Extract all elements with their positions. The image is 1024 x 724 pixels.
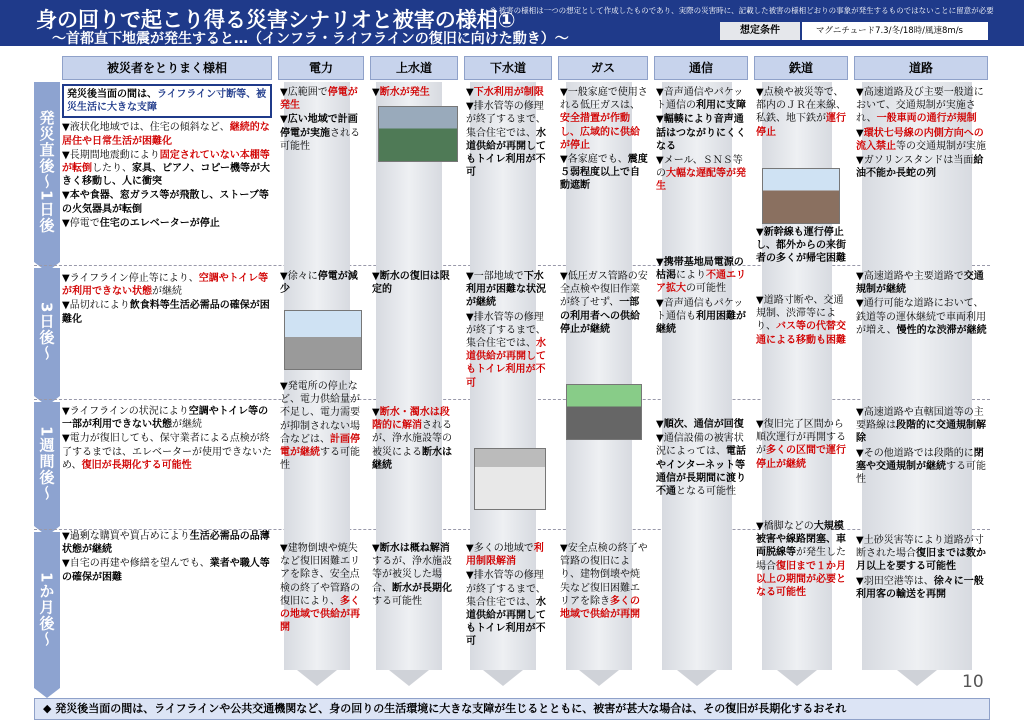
rail-damage-photo bbox=[762, 168, 840, 224]
sewer-phase2: ▼一部地域で下水利用が困難な状況が継続 ▼排水管等の修理が終了するまで、集合住宅では、水道供給が再開してもトイレ利用が不可 bbox=[466, 271, 546, 389]
condition-label: 想定条件 bbox=[720, 22, 800, 40]
page-subtitle: ～首都直下地震が発生すると…（インフラ・ライフラインの復旧に向けた動き）～ bbox=[52, 31, 569, 47]
rail-phase1b: ▼新幹線も運行停止し、都外からの来街者の多くが帰宅困難 bbox=[756, 227, 846, 265]
summary-footer: ◆ 発災後当面の間は、ライフラインや公共交通機関など、身の回りの生活環境に大きな支障が生じるとともに、被害が甚大な場合は、その復旧が長期化するおそれ bbox=[34, 698, 990, 720]
col-header-power: 電力 bbox=[278, 56, 364, 80]
gas-work-photo bbox=[566, 384, 642, 440]
col-header-gas: ガス bbox=[558, 56, 648, 80]
phase-1month: 1か月後～ bbox=[34, 532, 60, 688]
arrowhead-telecom bbox=[677, 670, 717, 686]
water-phase3: ▼断水・濁水は段階的に解消されるが、浄水施設等の被災による断水は継続 bbox=[372, 407, 452, 471]
condition-value: マグニチュード7.3/冬/18時/風速8m/s bbox=[802, 22, 988, 40]
sewer-phase4: ▼多くの地域で利用制限解消 ▼排水管等の修理が終了するまで、集合住宅では、水道供給が再開してもトイレ利用が不可 bbox=[466, 543, 546, 648]
col-header-road: 道路 bbox=[854, 56, 988, 80]
page-title: 身の回りで起こり得る災害シナリオと被害の様相① bbox=[36, 8, 516, 32]
power-phase3: ▼発電所の停止など、電力供給量が不足し、電力需要が抑制されない場合などは、計画停電が継続する可能性 bbox=[280, 381, 360, 472]
telecom-phase2: ▼携帯基地局電源の枯渇により不通エリア拡大の可能性 ▼音声通信もパケット通信も利用困難が継続 bbox=[656, 257, 746, 335]
col-header-rail: 鉄道 bbox=[754, 56, 848, 80]
col-header-water: 上水道 bbox=[370, 56, 458, 80]
col-header-victims: 被災者をとりまく様相 bbox=[62, 56, 272, 80]
rail-phase2: ▼道路寸断や、交通規制、渋滞等により、バス等の代替交通による移動も困難 bbox=[756, 295, 846, 346]
arrowhead-sewer bbox=[483, 670, 523, 686]
disclaimer-note: ※ 被害の様相は一つの想定として作成したものであり、実際の災害時に、記載した被害の様相どおりの事象が発生するものではないことに留意が必要 bbox=[490, 6, 994, 15]
gas-phase1: ▼一般家庭で使用される低圧ガスは、安全措置が作動し、広域的に供給が停止 ▼各家庭でも、震度５弱程度以上で自動遮断 bbox=[560, 87, 648, 192]
arrowhead-power bbox=[297, 670, 337, 686]
page-number: 10 bbox=[962, 672, 984, 692]
victims-phase4: ▼過剰な購買や買占めにより生活必需品の品薄状態が継続 ▼自宅の再建や修繕を望んでも、業者や職人等の確保が困難 bbox=[62, 531, 270, 583]
water-phase4: ▼断水は概ね解消するが、浄水施設等が被災した場合、断水が長期化する可能性 bbox=[372, 543, 452, 607]
road-phase4: ▼土砂災害等により道路が寸断された場合復旧までは数か月以上を要する可能性 ▼羽田空港等は、徐々に一般利用客の輸送を再開 bbox=[856, 535, 986, 600]
arrowhead-water bbox=[389, 670, 429, 686]
arrowhead-gas bbox=[579, 670, 619, 686]
portable-toilet-photo bbox=[474, 448, 546, 510]
water-phase1: ▼断水が発生 bbox=[372, 87, 430, 98]
phase-immediate: 発災直後～1日後 bbox=[34, 82, 60, 262]
water-phase2: ▼断水の復旧は限定的 bbox=[372, 271, 450, 296]
arrowhead-rail bbox=[777, 670, 817, 686]
col-header-telecom: 通信 bbox=[654, 56, 748, 80]
phase-3days: 3日後～ bbox=[34, 268, 60, 396]
rail-phase4: ▼橋脚などの大規模被害や線路閉塞、車両脱線等が発生した場合復旧まで１か月以上の期間が必要となる可能性 bbox=[756, 521, 846, 598]
power-phase4: ▼建物倒壊や焼失など復旧困難エリアを除き、安全点検の終了や管路の復旧により、多くの地域で供給が再開 bbox=[280, 543, 360, 634]
telecom-phase3: ▼順次、通信が回復 ▼通信設備の被害状況によっては、電話やインターネット等通信が長期間に渡り不通となる可能性 bbox=[656, 419, 746, 497]
telecom-phase1: ▼音声通信やパケット通信の利用に支障 ▼輻輳により音声通話はつながりにくくなる ▼メール、ＳＮＳ等の大幅な遅配等が発生 bbox=[656, 87, 746, 193]
power-phase1: ▼広範囲で停電が発生 ▼広い地域で計画停電が実施される可能性 bbox=[280, 87, 360, 152]
rail-phase3: ▼復旧完了区間から順次運行が再開するが多くの区間で運行停止が継続 bbox=[756, 419, 846, 470]
power-phase2: ▼徐々に停電が減少 bbox=[280, 271, 358, 296]
road-phase1: ▼高速道路及び主要一般道において、交通規制が実施され、一般車両の通行が規制 ▼環状七号線の内側方向への流入禁止等の交通規制が実施 ▼ガソリンスタンドは当面給油不能か長蛇の列 bbox=[856, 87, 986, 180]
water-truck-photo bbox=[378, 106, 458, 162]
victims-phase2: ▼ライフライン停止等により、空調やトイレ等が利用できない状態が継続 ▼品切れにより飲食料等生活必需品の確保が困難化 bbox=[62, 273, 270, 325]
arrowhead-road bbox=[897, 670, 937, 686]
victims-phase3: ▼ライフラインの状況により空調やトイレ等の一部が利用できない状態が継続 ▼電力が復旧しても、保守業者による点検が終了するまでは、エレベーターが使用できないため、復旧が長期化する可能性 bbox=[62, 406, 272, 471]
phase-1week: 1週間後～ bbox=[34, 402, 60, 526]
sewer-phase1: ▼下水利用が制限 ▼排水管等の修理が終了するまで、集合住宅では、水道供給が再開してもトイレ利用が不可 bbox=[466, 87, 546, 179]
gas-phase4: ▼安全点検の終了や管路の復旧により、建物倒壊や焼失など復旧困難エリアを除き多くの地域で供給が再開 bbox=[560, 543, 648, 620]
road-phase2: ▼高速道路や主要道路で交通規制が継続 ▼通行可能な道路において、鉄道等の運休継続で車両利用が増え、慢性的な渋滞が継続 bbox=[856, 271, 987, 336]
utility-truck-photo bbox=[284, 310, 362, 370]
road-phase3: ▼高速道路や直轄国道等の主要路線は段階的に交通規制解除 ▼その他道路では段階的に閉塞や交通規制が継続する可能性 bbox=[856, 407, 986, 485]
gas-phase2: ▼低圧ガス管路の安全点検や復旧作業が終了せず、一部の利用者への供給停止が継続 bbox=[560, 271, 648, 335]
col-header-sewer: 下水道 bbox=[464, 56, 552, 80]
rail-phase1: ▼点検や被災等で、都内のＪＲ在来線、私鉄、地下鉄が運行停止 bbox=[756, 87, 846, 138]
victims-phase1: 発災後当面の間は、ライフライン寸断等、被災生活に大きな支障 ▼液状化地域では、住宅の傾斜など、継続的な居住や日常生活が困難化 ▼長期間地震動により固定されていない本棚等が転倒したり、家具、ピアノ、コピー機等が大きく移動し、人に衝突 ▼本や食器、窓ガラス等が飛散し、ストーブ等の火気器具が転倒 ▼停電で住宅のエレベーターが停止 bbox=[62, 84, 272, 264]
